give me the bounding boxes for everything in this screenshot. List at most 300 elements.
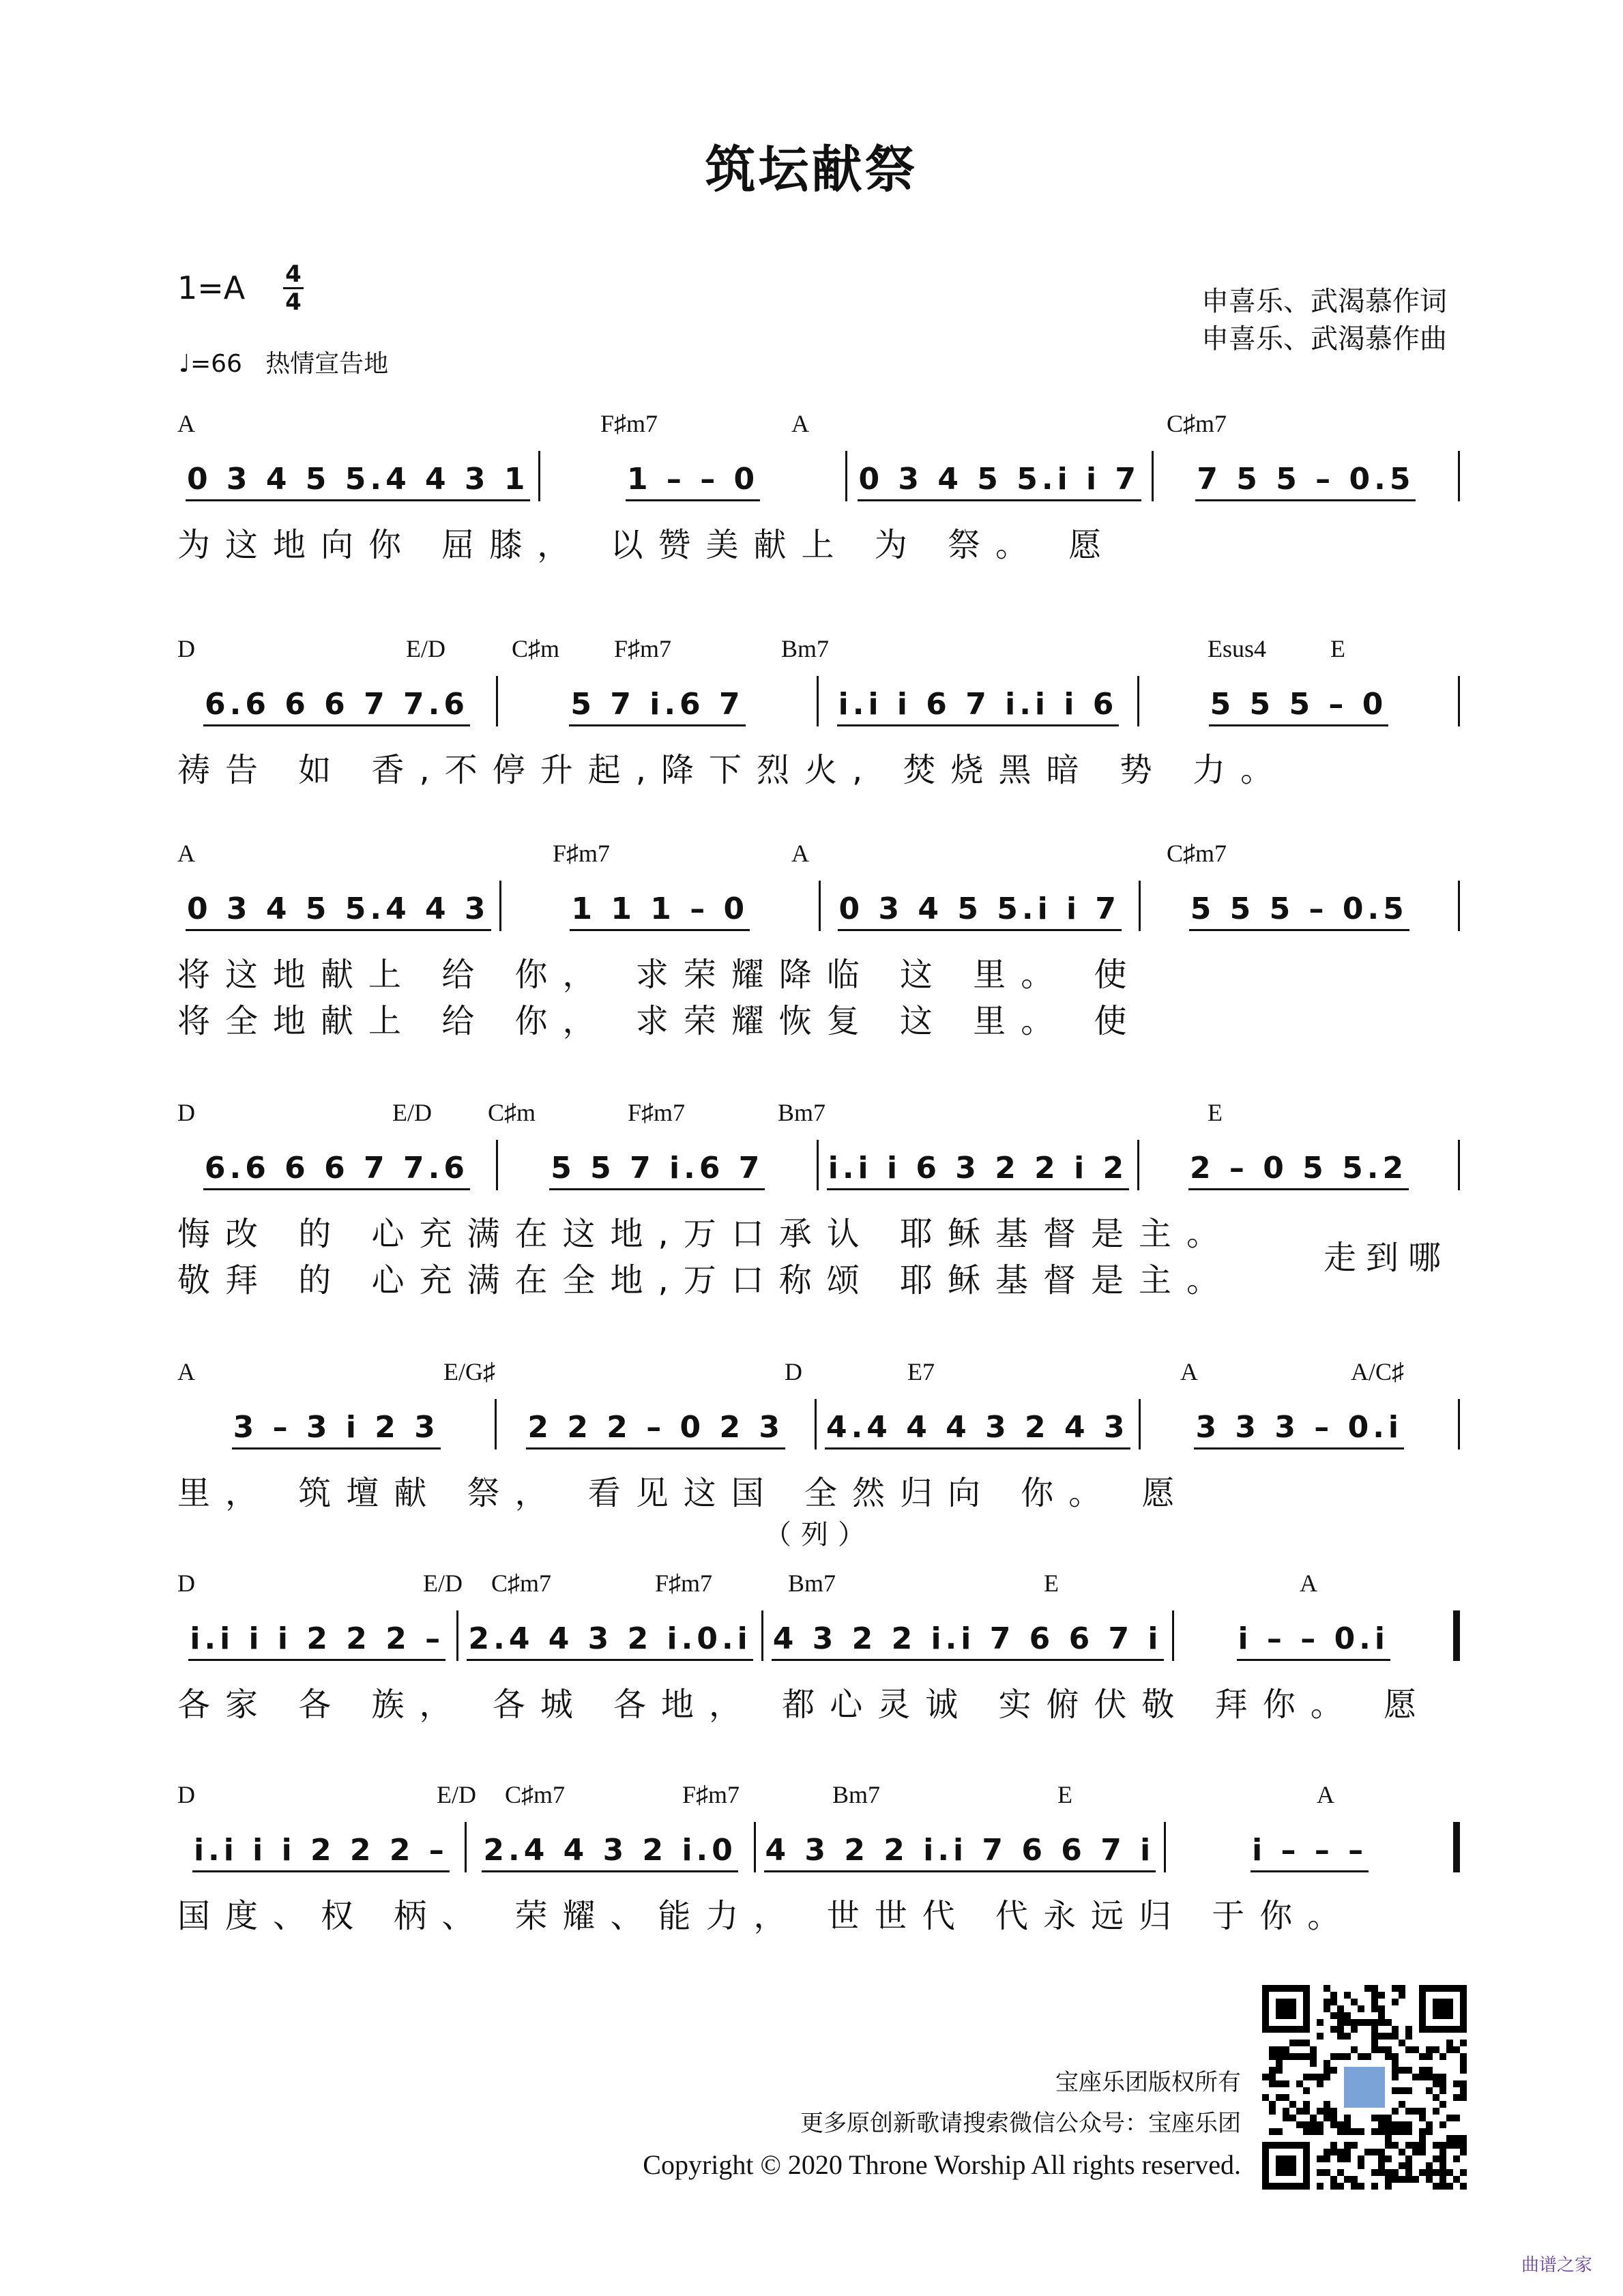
chord-line (177, 634, 1460, 662)
lyric-line: 国度、权 柄、 荣耀、能力， 世世代 代永远归 于你。 (177, 1897, 1356, 1935)
qr-module (1453, 2135, 1460, 2142)
qr-module (1405, 2087, 1412, 2094)
qr-module (1364, 2053, 1371, 2060)
qr-module (1269, 2108, 1276, 2115)
measure (1141, 1402, 1458, 1449)
measure (1154, 454, 1458, 501)
qr-module (1317, 2169, 1324, 2176)
barline (1458, 676, 1460, 726)
notation-line (177, 672, 1460, 726)
qr-module (1344, 2012, 1351, 2019)
qr-module (1330, 2012, 1337, 2019)
qr-module (1392, 1985, 1399, 1992)
qr-module (1337, 2053, 1344, 2060)
qr-module (1337, 2183, 1344, 2190)
measure (763, 1613, 1172, 1661)
chord-symbol: C♯m7 (491, 1570, 552, 1597)
qr-module (1337, 2155, 1344, 2162)
lyric-line: 祷告 如 香,不停升起,降下烈火, 焚烧黑暗 势 力。 (177, 751, 1289, 789)
qr-module (1419, 2053, 1426, 2060)
qr-module (1303, 2128, 1310, 2135)
qr-module (1371, 2149, 1378, 2155)
qr-module (1371, 2019, 1378, 2026)
chord-symbol: F♯m7 (614, 635, 672, 662)
qr-module (1399, 2121, 1405, 2128)
qr-module (1371, 2026, 1378, 2033)
qr-module (1317, 2080, 1324, 2087)
chord-symbol: E7 (907, 1358, 935, 1385)
notation-line (177, 1818, 1460, 1872)
score-row (177, 1780, 1460, 1937)
chord-symbol: C♯m (512, 635, 560, 662)
note-group: 0 3 4 5 5.i i 7 (838, 892, 1122, 931)
qr-module (1324, 1985, 1330, 1992)
wechat-note: 更多原创新歌请搜索微信公众号：宝座乐团 (800, 2110, 1241, 2137)
chord-symbol: A (177, 410, 195, 437)
qr-module (1405, 2067, 1412, 2074)
qr-module (1385, 2155, 1392, 2162)
score-row (177, 1357, 1460, 1550)
qr-module (1344, 2176, 1351, 2183)
qr-module (1330, 2121, 1337, 2128)
qr-module (1405, 2162, 1412, 2169)
barline (1458, 1140, 1460, 1190)
qr-module (1337, 2169, 1344, 2176)
qr-module (1460, 2142, 1467, 2149)
measure (1139, 1143, 1458, 1190)
qr-code (1262, 1985, 1467, 2190)
note-group: 2 – 0 5 5.2 (1188, 1151, 1409, 1190)
note-group: 4 3 2 2 i.i 7 6 6 7 i (772, 1621, 1164, 1661)
qr-module (1371, 2169, 1378, 2176)
qr-module (1385, 2135, 1392, 2142)
qr-module (1269, 2074, 1276, 2080)
qr-module (1324, 2074, 1330, 2080)
barline (1458, 881, 1460, 931)
score-row (177, 634, 1460, 791)
qr-module (1351, 2019, 1358, 2026)
qr-module (1289, 2101, 1296, 2108)
qr-module (1330, 2067, 1337, 2074)
measure (177, 883, 499, 931)
qr-module (1344, 2053, 1351, 2060)
qr-module (1419, 2067, 1426, 2074)
qr-module (1433, 1999, 1453, 2019)
qr-module (1330, 2149, 1337, 2155)
qr-module (1460, 2067, 1467, 2074)
lyric-line: 各家 各 族， 各城 各地， 都心灵诚 实俯伏敬 拜你。 愿 (177, 1686, 1432, 1724)
qr-module (1426, 2046, 1433, 2053)
qr-module (1310, 2128, 1317, 2135)
notation-line (177, 447, 1460, 501)
qr-module (1303, 2040, 1310, 2046)
qr-module (1385, 2121, 1392, 2128)
qr-module (1344, 2033, 1351, 2040)
chord-symbol: E (1057, 1781, 1072, 1808)
qr-module (1378, 2012, 1385, 2019)
chord-symbol: Esus4 (1208, 635, 1267, 662)
chord-symbol: Bm7 (832, 1781, 881, 1808)
chord-symbol: Bm7 (788, 1570, 836, 1597)
double-barline (1453, 1822, 1460, 1872)
notation-line (177, 1136, 1460, 1190)
key-signature: 1=A (177, 269, 246, 306)
qr-module (1310, 2046, 1317, 2053)
qr-module (1269, 2067, 1276, 2074)
qr-module (1433, 2183, 1439, 2190)
lyricist-credit: 申喜乐、武渴慕作词 (1201, 286, 1447, 317)
qr-module (1385, 2046, 1392, 2053)
qr-module (1296, 2080, 1303, 2087)
qr-module (1392, 2121, 1399, 2128)
qr-module (1399, 2128, 1405, 2135)
qr-module (1344, 2142, 1351, 2149)
qr-module (1426, 2053, 1433, 2060)
qr-module (1303, 2121, 1310, 2128)
qr-module (1276, 2155, 1296, 2176)
note-group: 4 3 2 2 i.i 7 6 6 7 i (764, 1833, 1156, 1872)
qr-module (1439, 2080, 1446, 2087)
qr-module (1276, 2060, 1283, 2067)
measure (458, 1613, 761, 1661)
qr-module (1330, 2176, 1337, 2183)
qr-module (1317, 2183, 1324, 2190)
qr-module (1385, 2053, 1392, 2060)
note-group: 0 3 4 5 5.4 4 3 (186, 892, 491, 931)
qr-module (1337, 2019, 1344, 2026)
qr-module (1446, 2169, 1453, 2176)
note-group: 6.6 6 6 7 7.6 (203, 1151, 470, 1190)
qr-module (1276, 1999, 1296, 2019)
qr-module (1344, 1992, 1351, 1999)
qr-module (1351, 2142, 1358, 2149)
qr-module (1378, 2128, 1385, 2135)
qr-module (1453, 2155, 1460, 2162)
measure (501, 883, 819, 931)
qr-module (1446, 2142, 1453, 2149)
qr-module (1371, 1999, 1378, 2005)
lyric-line: 将全地献上 给 你， 求荣耀恢复 这 里。 使 (177, 1002, 1142, 1040)
qr-module (1439, 2053, 1446, 2060)
qr-module (1337, 2012, 1344, 2019)
note-group: 5 5 5 – 0.5 (1189, 892, 1409, 931)
measure (177, 1613, 456, 1661)
qr-module (1392, 2033, 1399, 2040)
qr-module (1419, 2169, 1426, 2176)
qr-module (1310, 2074, 1317, 2080)
chord-symbol: A (1300, 1570, 1317, 1597)
qr-module (1446, 2040, 1453, 2046)
lyric-line: 为这地向你 屈膝， 以赞美献上 为 祭。 愿 (177, 526, 1117, 564)
note-group: 2 2 2 – 0 2 3 (526, 1410, 785, 1449)
qr-module (1371, 1992, 1378, 1999)
qr-module (1371, 2128, 1378, 2135)
chord-symbol: D (177, 635, 195, 662)
qr-module (1283, 2115, 1289, 2121)
qr-module (1405, 2026, 1412, 2033)
qr-module (1453, 2046, 1460, 2053)
qr-module (1439, 2087, 1446, 2094)
qr-module (1330, 2026, 1337, 2033)
qr-module (1283, 2046, 1289, 2053)
qr-module (1460, 2094, 1467, 2101)
qr-module (1419, 2128, 1426, 2135)
qr-module (1399, 2067, 1405, 2074)
qr-module (1303, 2101, 1310, 2108)
qr-module (1460, 2040, 1467, 2046)
note-group: i – – 0.i (1237, 1621, 1390, 1661)
qr-module (1405, 2169, 1412, 2176)
note-group: 3 – 3 i 2 3 (232, 1410, 441, 1449)
time-sig-top: 4 (285, 261, 302, 288)
qr-module (1344, 2121, 1351, 2128)
qr-module (1378, 2155, 1385, 2162)
qr-module (1405, 2155, 1412, 2162)
chord-line (177, 1780, 1460, 1808)
qr-module (1358, 2128, 1364, 2135)
measure (1139, 679, 1458, 726)
qr-module (1358, 2162, 1364, 2169)
watermark-logo: 曲谱之家 (1521, 2255, 1593, 2276)
qr-module (1405, 2142, 1412, 2149)
qr-module (1399, 2176, 1405, 2183)
qr-module (1296, 2108, 1303, 2115)
qr-module (1324, 2149, 1330, 2155)
qr-module (1412, 2074, 1419, 2080)
qr-module (1439, 2101, 1446, 2108)
measure (498, 1143, 817, 1190)
qr-module (1378, 2169, 1385, 2176)
score-row (177, 1098, 1460, 1299)
measure (817, 1402, 1139, 1449)
chord-line (177, 1357, 1460, 1385)
measure (177, 1402, 495, 1449)
qr-module (1439, 2074, 1446, 2080)
qr-module (1324, 2169, 1330, 2176)
qr-module (1283, 2094, 1289, 2101)
note-group: 3 3 3 – 0.i (1194, 1410, 1404, 1449)
qr-module (1276, 2128, 1283, 2135)
chord-symbol: E/D (437, 1781, 476, 1808)
qr-module (1426, 2121, 1433, 2128)
qr-module (1317, 2155, 1324, 2162)
qr-module (1351, 2026, 1358, 2033)
qr-module (1460, 2149, 1467, 2155)
qr-module (1439, 2149, 1446, 2155)
measure (177, 1143, 496, 1190)
tempo-mark (179, 344, 388, 379)
qr-module (1405, 2108, 1412, 2115)
note-group: 2.4 4 3 2 i.0.i (467, 1621, 752, 1661)
time-signature (283, 263, 304, 314)
qr-module (1330, 2115, 1337, 2121)
chord-symbol: E/D (423, 1570, 463, 1597)
measure (819, 679, 1137, 726)
qr-module (1460, 2135, 1467, 2142)
qr-module (1399, 2040, 1405, 2046)
qr-module (1378, 2046, 1385, 2053)
qr-module (1405, 2046, 1412, 2053)
qr-module (1303, 2053, 1310, 2060)
qr-module (1351, 2046, 1358, 2053)
qr-module (1385, 2128, 1392, 2135)
qr-module (1419, 2135, 1426, 2142)
note-group: i – – – (1251, 1833, 1369, 1872)
note-group: 6.6 6 6 7 7.6 (203, 687, 470, 726)
qr-module (1283, 2080, 1289, 2087)
chord-line (177, 409, 1460, 437)
notation-line (177, 877, 1460, 931)
qr-module (1358, 2183, 1364, 2190)
measure (177, 679, 496, 726)
qr-module (1303, 2108, 1310, 2115)
qr-module (1351, 2183, 1358, 2190)
qr-module (1392, 2074, 1399, 2080)
note-group: 1 1 1 – 0 (570, 892, 750, 931)
qr-module (1399, 1992, 1405, 1999)
qr-module (1399, 2087, 1405, 2094)
qr-module (1385, 2019, 1392, 2026)
qr-module (1378, 2121, 1385, 2128)
qr-module (1310, 2053, 1317, 2060)
qr-module (1324, 2005, 1330, 2012)
qr-module (1276, 2094, 1283, 2101)
qr-module (1330, 2108, 1337, 2115)
lyric-aside: 走到哪 (1324, 1239, 1451, 1277)
qr-module (1351, 1999, 1358, 2005)
notation-line (177, 1606, 1460, 1661)
chord-line (177, 1569, 1460, 1596)
qr-module (1303, 2074, 1310, 2080)
note-group: 1 – – 0 (626, 462, 760, 501)
qr-module (1337, 2149, 1344, 2155)
qr-module (1378, 2162, 1385, 2169)
qr-module (1276, 2046, 1283, 2053)
chord-symbol: D (177, 1781, 195, 1808)
qr-module (1419, 2142, 1426, 2149)
chord-symbol: F♯m7 (553, 840, 611, 867)
qr-module (1378, 2033, 1385, 2040)
qr-module (1269, 2053, 1276, 2060)
copyright-owner: 宝座乐团版权所有 (1055, 2069, 1241, 2096)
qr-module (1433, 2046, 1439, 2053)
chord-symbol: E/D (406, 635, 445, 662)
qr-module (1439, 2121, 1446, 2128)
qr-module (1289, 2115, 1296, 2121)
chord-symbol: E (1208, 1099, 1223, 1126)
chord-symbol: A (177, 1358, 195, 1385)
qr-module (1364, 1985, 1371, 1992)
qr-module (1385, 2169, 1392, 2176)
qr-module (1446, 2183, 1453, 2190)
qr-module (1344, 2019, 1351, 2026)
qr-module (1419, 2108, 1426, 2115)
qr-module (1317, 2108, 1324, 2115)
measure (1141, 883, 1458, 931)
qr-module (1324, 2115, 1330, 2121)
note-group: 5 5 7 i.6 7 (549, 1151, 765, 1190)
qr-module (1337, 2026, 1344, 2033)
qr-module (1385, 2033, 1392, 2040)
qr-module (1296, 2053, 1303, 2060)
qr-module (1337, 2005, 1344, 2012)
qr-module (1317, 2074, 1324, 2080)
qr-module (1419, 2149, 1426, 2155)
qr-module (1276, 2067, 1283, 2074)
qr-module (1392, 1999, 1399, 2005)
chord-symbol: A/C♯ (1351, 1358, 1405, 1385)
qr-module (1276, 2053, 1283, 2060)
chord-symbol: A (177, 840, 195, 867)
qr-module (1371, 1985, 1378, 1992)
qr-module (1460, 2183, 1467, 2190)
lyric-aside: （列） (764, 1519, 875, 1550)
qr-module (1426, 2087, 1433, 2094)
chord-symbol: F♯m7 (628, 1099, 686, 1126)
note-group: 0 3 4 5 5.4 4 3 1 (186, 462, 530, 501)
qr-module (1433, 2155, 1439, 2162)
qr-module (1289, 2053, 1296, 2060)
qr-module (1453, 2115, 1460, 2121)
qr-module (1378, 2019, 1385, 2026)
qr-module (1433, 2142, 1439, 2149)
chord-line (177, 839, 1460, 866)
qr-module (1399, 2101, 1405, 2108)
qr-module (1392, 2142, 1399, 2149)
qr-module (1405, 2121, 1412, 2128)
chord-symbol: D (177, 1099, 195, 1126)
qr-module (1276, 2080, 1283, 2087)
qr-module (1262, 2074, 1269, 2080)
measure (497, 1402, 814, 1449)
qr-module (1392, 2053, 1399, 2060)
qr-module (1392, 2060, 1399, 2067)
note-group: 4.4 4 4 3 2 4 3 (825, 1410, 1130, 1449)
note-group: 7 5 5 – 0.5 (1195, 462, 1416, 501)
chord-symbol: A (1317, 1781, 1334, 1808)
qr-module (1310, 2121, 1317, 2128)
note-group: 2.4 4 3 2 i.0 (482, 1833, 737, 1872)
qr-module (1460, 2060, 1467, 2067)
chord-symbol: A (1180, 1358, 1198, 1385)
qr-module (1269, 2046, 1276, 2053)
qr-module (1412, 2176, 1419, 2183)
qr-module (1433, 2094, 1439, 2101)
chord-symbol: C♯m7 (1167, 840, 1227, 867)
lyric-line: 里， 筑壇献 祭， 看见这国 全然归向 你。 愿 (177, 1474, 1190, 1512)
qr-module (1399, 1985, 1405, 1992)
qr-module (1358, 2019, 1364, 2026)
measure (756, 1825, 1165, 1872)
qr-module (1344, 2067, 1385, 2108)
chord-symbol: F♯m7 (682, 1781, 740, 1808)
qr-module (1392, 2176, 1399, 2183)
qr-module (1371, 2115, 1378, 2121)
qr-module (1378, 2149, 1385, 2155)
qr-module (1446, 2046, 1453, 2053)
qr-module (1385, 2176, 1392, 2183)
time-sig-bottom: 4 (285, 289, 302, 316)
qr-module (1330, 2183, 1337, 2190)
chord-symbol: Bm7 (781, 635, 830, 662)
qr-module (1351, 2176, 1358, 2183)
qr-module (1378, 2005, 1385, 2012)
qr-module (1344, 2115, 1351, 2121)
qr-module (1446, 2115, 1453, 2121)
tempo-value: ♩=66 (179, 350, 242, 378)
qr-module (1371, 2005, 1378, 2012)
chord-symbol: A (791, 840, 809, 867)
